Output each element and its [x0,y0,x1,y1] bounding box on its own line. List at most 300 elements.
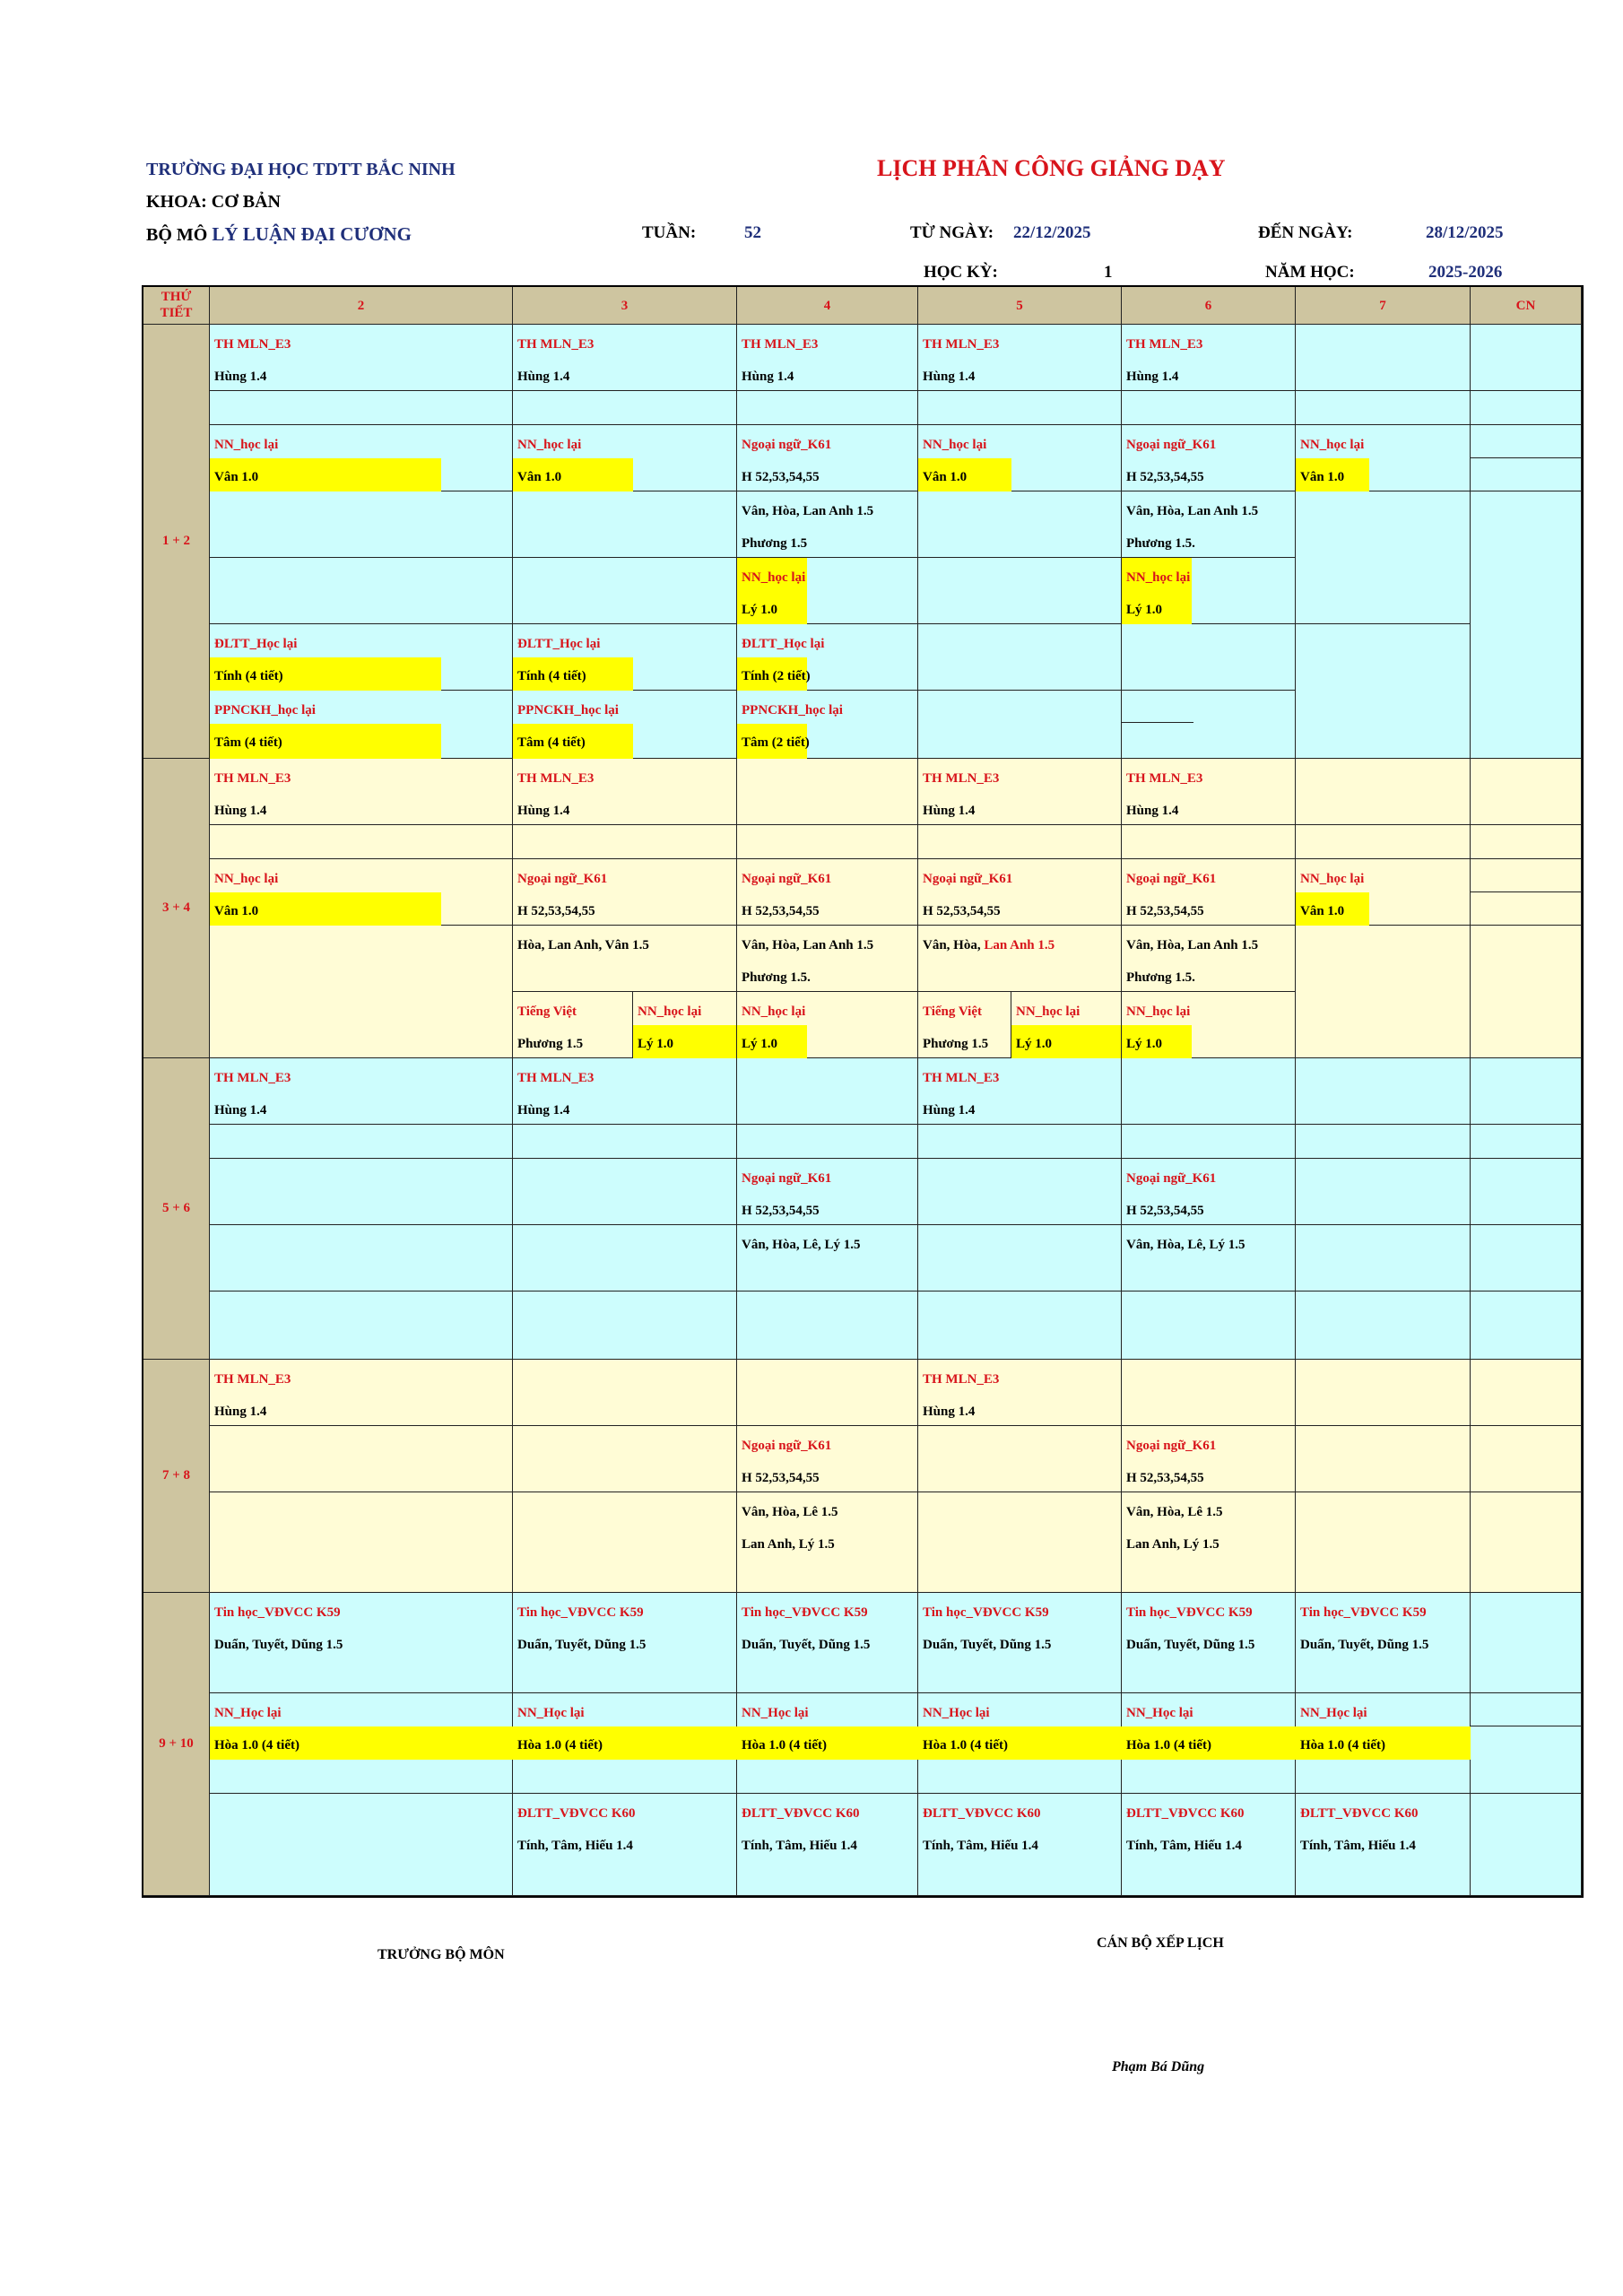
to-date-label: ĐẾN NGÀY: [1258,223,1353,242]
school-year-value: 2025-2026 [1428,263,1503,282]
course-name: ĐLTT_Học lại [517,637,601,651]
schedule-cell [918,1794,1122,1896]
schedule-cell [1122,992,1296,1058]
corner-day-label: THỨ [161,290,192,304]
schedule-cell [1122,491,1296,558]
schedule-cell [1122,391,1296,425]
schedule-cell [1122,1159,1296,1225]
schedule-cell [210,1693,513,1794]
schedule-cell [1471,1593,1582,1693]
teacher: Hòa 1.0 (4 tiết) [1126,1738,1211,1752]
head-of-department-label: TRƯỞNG BỘ MÔN [378,1947,505,1962]
teacher: Vân 1.0 [1300,470,1345,484]
school-year-label: NĂM HỌC: [1265,263,1355,282]
teacher: Hùng 1.4 [517,1103,570,1118]
to-date-value: 28/12/2025 [1426,223,1504,242]
schedule-cell [737,391,918,425]
schedule-cell [918,558,1122,624]
schedule-cell [1471,1492,1582,1593]
schedule-cell [513,859,737,926]
schedule-cell [210,1492,513,1593]
course-name: NN_học lại [1016,1004,1081,1019]
course-name: TH MLN_E3 [923,1071,1000,1085]
room: H 52,53,54,55 [1126,1204,1204,1218]
course-name: NN_học lại [1126,570,1191,585]
scheduler-label: CÁN BỘ XẾP LỊCH [1097,1935,1224,1951]
course-name: NN_học lại [923,438,987,452]
teacher: Phương 1.5 [517,1037,584,1051]
schedule-cell [918,491,1122,558]
schedule-cell [513,1492,737,1593]
schedule-cell [513,491,737,558]
course-name: Ngoại ngữ_K61 [1126,1439,1217,1453]
course-name: Ngoại ngữ_K61 [517,872,608,886]
teacher: Duẩn, Tuyết, Dũng 1.5 [923,1638,1052,1652]
day-header-6: 6 [1122,287,1296,325]
schedule-cell [737,825,918,859]
week-value: 52 [744,223,761,242]
teacher: Phương 1.5. [742,970,811,985]
teacher-highlight: Lan Anh 1.5 [984,938,1055,952]
course-name: Ngoại ngữ_K61 [1126,1171,1217,1186]
course-name: Tiếng Việt [517,1004,577,1019]
schedule-cell [918,1426,1122,1492]
course-name: ĐLTT_VĐVCC K60 [923,1806,1041,1821]
room: H 52,53,54,55 [1126,470,1204,484]
schedule-cell [513,1159,737,1225]
teacher: Vân 1.0 [214,470,259,484]
teacher: Tính, Tâm, Hiếu 1.4 [923,1839,1038,1853]
teacher: Lan Anh, Lý 1.5 [742,1537,835,1552]
schedule-cell [513,425,737,491]
teacher: Tính, Tâm, Hiếu 1.4 [742,1839,857,1853]
teacher: Hùng 1.4 [517,804,570,818]
schedule-cell [513,1593,737,1693]
schedule-table [142,285,1584,1898]
schedule-cell [1471,1426,1582,1492]
schedule-cell [737,558,918,624]
schedule-cell [918,1125,1122,1159]
teacher: Hòa 1.0 (4 tiết) [742,1738,827,1752]
schedule-cell [633,992,737,1058]
teacher: Hùng 1.4 [1126,370,1179,384]
schedule-cell [737,1426,918,1492]
schedule-cell [1122,1360,1296,1426]
course-name: Tin học_VĐVCC K59 [742,1605,868,1620]
schedule-cell [918,1292,1122,1360]
schedule-cell [1122,624,1296,691]
teacher: Hòa 1.0 (4 tiết) [1300,1738,1385,1752]
schedule-cell [737,624,918,691]
day-header-5: 5 [918,287,1122,325]
course-name: PPNCKH_học lại [517,703,619,718]
schedule-cell [1471,1225,1582,1292]
schedule-cell [1122,825,1296,859]
course-name: Tin học_VĐVCC K59 [923,1605,1049,1620]
schedule-cell [513,992,633,1058]
day-header-2: 2 [210,287,513,325]
teacher: Hùng 1.4 [214,370,267,384]
schedule-cell [737,1292,918,1360]
schedule-cell [1471,1693,1582,1794]
corner-cell [143,287,210,325]
course-name: ĐLTT_Học lại [742,637,825,651]
department-value: LÝ LUẬN ĐẠI CƯƠNG [212,223,412,245]
schedule-cell [1122,558,1296,624]
schedule-cell [918,1225,1122,1292]
schedule-cell [1296,1292,1471,1360]
schedule-cell [210,1593,513,1693]
schedule-cell [210,1360,513,1426]
schedule-cell [1471,859,1582,926]
teacher: Tính, Tâm, Hiếu 1.4 [1126,1839,1242,1853]
schedule-cell [210,691,513,759]
course-name: ĐLTT_VĐVCC K60 [517,1806,636,1821]
semester-value: 1 [1104,263,1113,282]
teacher: Vân 1.0 [517,470,562,484]
teacher: Vân, Hòa, Lê, Lý 1.5 [742,1238,861,1252]
course-name: TH MLN_E3 [214,1071,291,1085]
schedule-cell [1296,624,1471,759]
schedule-cell [1471,391,1582,425]
schedule-cell [1296,391,1471,425]
schedule-cell [737,1693,918,1794]
teacher: Vân, Hòa, Lê 1.5 [1126,1505,1223,1519]
schedule-cell [737,691,918,759]
teacher: Tâm (4 tiết) [517,735,586,750]
schedule-cell [1296,425,1471,491]
faculty: KHOA: CƠ BẢN [146,192,281,212]
schedule-cell [1122,1794,1296,1896]
schedule-cell [1471,926,1582,1058]
teacher: Hùng 1.4 [1126,804,1179,818]
schedule-cell [737,491,918,558]
schedule-cell [513,391,737,425]
teacher: Vân, Hòa, Lan Anh 1.5 [742,504,874,518]
schedule-cell [918,825,1122,859]
period-label: 3 + 4 [143,759,210,1058]
schedule-cell [513,1058,737,1125]
course-name: TH MLN_E3 [1126,337,1203,352]
course-name: NN_học lại [1300,438,1365,452]
schedule-cell [210,1159,513,1225]
schedule-cell [737,1593,918,1693]
room: H 52,53,54,55 [742,904,820,918]
course-name: NN_Học lại [1126,1706,1193,1720]
schedule-cell [513,825,737,859]
schedule-cell [918,624,1122,691]
teacher: Tâm (2 tiết) [742,735,810,750]
schedule-cell [918,391,1122,425]
schedule-cell [1471,325,1582,391]
schedule-cell [1296,1794,1471,1896]
period-label: 9 + 10 [143,1593,210,1896]
schedule-cell [737,1225,918,1292]
teacher: Hùng 1.4 [214,804,267,818]
teacher: Hùng 1.4 [214,1405,267,1419]
teacher: Phương 1.5 [742,536,808,551]
from-date-label: TỪ NGÀY: [910,223,994,242]
schedule-cell [918,926,1122,992]
course-name: NN_học lại [517,438,582,452]
schedule-cell [918,1693,1122,1794]
schedule-cell [513,624,737,691]
course-name: TH MLN_E3 [923,1372,1000,1387]
course-name: Ngoại ngữ_K61 [1126,872,1217,886]
teacher: Phương 1.5. [1126,970,1195,985]
week-label: TUẦN: [642,223,697,242]
schedule-cell [1296,759,1471,825]
teacher: Lý 1.0 [742,603,778,617]
schedule-cell [513,1360,737,1426]
from-date-value: 22/12/2025 [1013,223,1091,242]
teacher: Lý 1.0 [1126,1037,1163,1051]
document-title: LỊCH PHÂN CÔNG GIẢNG DẠY [877,155,1226,181]
course-name: TH MLN_E3 [1126,771,1203,786]
schedule-cell [210,1125,513,1159]
schedule-cell [918,1360,1122,1426]
teacher: Hòa, Lan Anh, Vân 1.5 [517,938,649,952]
teacher: Hùng 1.4 [923,1103,976,1118]
schedule-cell [1122,1593,1296,1693]
schedule-cell [918,691,1122,759]
room: H 52,53,54,55 [742,470,820,484]
schedule-cell [1296,926,1471,1058]
schedule-cell [1471,425,1582,491]
schedule-cell [1296,859,1471,926]
schedule-cell [1296,1593,1471,1693]
teacher: Hòa 1.0 (4 tiết) [517,1738,603,1752]
teacher: Duẩn, Tuyết, Dũng 1.5 [1300,1638,1429,1652]
period-label: 5 + 6 [143,1058,210,1360]
schedule-cell [210,491,513,558]
course-name: NN_Học lại [923,1706,990,1720]
teacher-names: Vân, Hòa, [923,938,981,952]
schedule-cell [918,1492,1122,1593]
period-label: 7 + 8 [143,1360,210,1593]
schedule-cell [1471,1794,1582,1896]
schedule-cell [1471,491,1582,759]
schedule-cell [513,1794,737,1896]
schedule-cell [737,992,918,1058]
course-name: PPNCKH_học lại [742,703,843,718]
department-label: BỘ MÔ [146,225,208,245]
course-name: TH MLN_E3 [742,337,819,352]
course-name: NN_học lại [742,1004,806,1019]
course-name: Ngoại ngữ_K61 [742,438,832,452]
room: H 52,53,54,55 [1126,904,1204,918]
course-name: Tin học_VĐVCC K59 [214,1605,341,1620]
schedule-cell [1122,1492,1296,1593]
course-name: NN_học lại [1300,872,1365,886]
course-name: NN_học lại [214,438,279,452]
day-header-3: 3 [513,287,737,325]
schedule-cell [1122,1292,1296,1360]
schedule-cell [1011,992,1122,1058]
schedule-cell [737,1058,918,1125]
course-name: Ngoại ngữ_K61 [1126,438,1217,452]
course-name: Tin học_VĐVCC K59 [1126,1605,1253,1620]
period-label: 1 + 2 [143,325,210,759]
schedule-cell [1296,825,1471,859]
schedule-cell [1296,1125,1471,1159]
course-name: TH MLN_E3 [517,337,595,352]
schedule-cell [737,1492,918,1593]
schedule-cell [1471,1058,1582,1125]
schedule-cell [1296,1159,1471,1225]
schedule-cell [737,1360,918,1426]
schedule-cell [1122,759,1296,825]
teacher: Hùng 1.4 [923,804,976,818]
room: H 52,53,54,55 [517,904,595,918]
course-name: NN_Học lại [517,1706,585,1720]
teacher: Lý 1.0 [638,1037,674,1051]
course-name: Tin học_VĐVCC K59 [517,1605,644,1620]
schedule-cell [918,1058,1122,1125]
semester-label: HỌC KỲ: [924,263,998,282]
course-name: TH MLN_E3 [214,337,291,352]
teacher: Tâm (4 tiết) [214,735,282,750]
schedule-cell [513,1426,737,1492]
schedule-cell [210,1225,513,1292]
schedule-cell [918,1159,1122,1225]
schedule-cell [737,1125,918,1159]
schedule-cell [1122,1693,1296,1794]
course-name: NN_học lại [214,872,279,886]
schedule-cell [737,425,918,491]
teacher: Hòa 1.0 (4 tiết) [214,1738,299,1752]
schedule-cell [918,325,1122,391]
day-header-7: 7 [1296,287,1471,325]
course-name: TH MLN_E3 [517,771,595,786]
course-name: TH MLN_E3 [214,1372,291,1387]
course-name: NN_học lại [638,1004,702,1019]
teacher: Hùng 1.4 [517,370,570,384]
course-name: NN_Học lại [214,1706,282,1720]
course-name: Ngoại ngữ_K61 [742,1171,832,1186]
course-name: TH MLN_E3 [923,337,1000,352]
schedule-cell [1471,759,1582,825]
schedule-cell [210,1794,513,1896]
schedule-cell [513,325,737,391]
teacher: Vân, Hòa, Lan Anh 1.5 [742,938,874,952]
schedule-cell [210,391,513,425]
schedule-cell [513,558,737,624]
schedule-cell [1296,491,1471,624]
schedule-cell [1296,1693,1471,1794]
room: H 52,53,54,55 [742,1204,820,1218]
teacher: Tính (4 tiết) [214,669,283,683]
teacher: Lý 1.0 [742,1037,778,1051]
schedule-cell [210,859,513,926]
schedule-cell [513,1693,737,1794]
schedule-cell [210,325,513,391]
day-header-4: 4 [737,287,918,325]
schedule-cell [210,425,513,491]
teacher: Vân 1.0 [1300,904,1345,918]
schedule-cell [513,1292,737,1360]
day-header-cn: CN [1471,287,1582,325]
schedule-cell [1122,1426,1296,1492]
schedule-cell [918,1593,1122,1693]
teacher: Vân 1.0 [923,470,968,484]
teacher: Tính, Tâm, Hiếu 1.4 [1300,1839,1416,1853]
schedule-cell [737,325,918,391]
teacher: Vân, Hòa, Lan Anh 1.5 [1126,504,1259,518]
schedule-cell [1296,1058,1471,1125]
schedule-cell [513,1125,737,1159]
schedule-cell [210,1058,513,1125]
teacher: Vân, Hòa, Lan Anh 1.5 [1126,938,1259,952]
course-name: NN_học lại [742,570,806,585]
course-name: TH MLN_E3 [923,771,1000,786]
schedule-cell [1471,1159,1582,1225]
course-name: NN_Học lại [742,1706,809,1720]
schedule-cell [210,1426,513,1492]
schedule-cell [737,1794,918,1896]
teacher: Duẩn, Tuyết, Dũng 1.5 [214,1638,343,1652]
course-name: NN_học lại [1126,1004,1191,1019]
schedule-cell [737,759,918,825]
schedule-cell [737,859,918,926]
schedule-cell [1122,425,1296,491]
teacher: Hùng 1.4 [923,1405,976,1419]
course-name: Tiếng Việt [923,1004,982,1019]
teacher [923,938,1055,953]
teacher: Duẩn, Tuyết, Dũng 1.5 [742,1638,871,1652]
course-name: Tin học_VĐVCC K59 [1300,1605,1427,1620]
course-name: PPNCKH_học lại [214,703,316,718]
teacher: Hòa 1.0 (4 tiết) [923,1738,1008,1752]
schedule-cell [1296,1492,1471,1593]
schedule-cell [1122,1125,1296,1159]
teacher: Hùng 1.4 [214,1103,267,1118]
schedule-cell [513,759,737,825]
room: H 52,53,54,55 [1126,1471,1204,1485]
schedule-cell [918,425,1122,491]
course-name: ĐLTT_VĐVCC K60 [1126,1806,1245,1821]
course-name: Ngoại ngữ_K61 [742,1439,832,1453]
schedule-cell [1122,859,1296,926]
course-name: TH MLN_E3 [214,771,291,786]
room: H 52,53,54,55 [923,904,1001,918]
schedule-cell [513,1225,737,1292]
schedule-cell [1122,926,1296,992]
teacher: Vân, Hòa, Lê 1.5 [742,1505,838,1519]
teacher: Duẩn, Tuyết, Dũng 1.5 [517,1638,647,1652]
teacher: Lan Anh, Lý 1.5 [1126,1537,1219,1552]
schedule-cell [513,926,737,992]
schedule-cell [210,624,513,691]
course-name: TH MLN_E3 [517,1071,595,1085]
department [146,223,412,246]
schedule-cell [1471,825,1582,859]
course-name: Ngoại ngữ_K61 [742,872,832,886]
school-name: TRƯỜNG ĐẠI HỌC TDTT BẮC NINH [146,160,456,179]
schedule-cell [1122,1058,1296,1125]
schedule-cell [1471,1292,1582,1360]
schedule-cell [513,691,737,759]
schedule-cell [210,1292,513,1360]
teacher: Tính (4 tiết) [517,669,586,683]
schedule-cell [1471,1125,1582,1159]
schedule-cell [1122,691,1296,759]
schedule-cell [210,926,513,1058]
schedule-cell [1296,1225,1471,1292]
schedule-cell [918,992,1011,1058]
schedule-cell [1296,1360,1471,1426]
teacher: Hùng 1.4 [923,370,976,384]
